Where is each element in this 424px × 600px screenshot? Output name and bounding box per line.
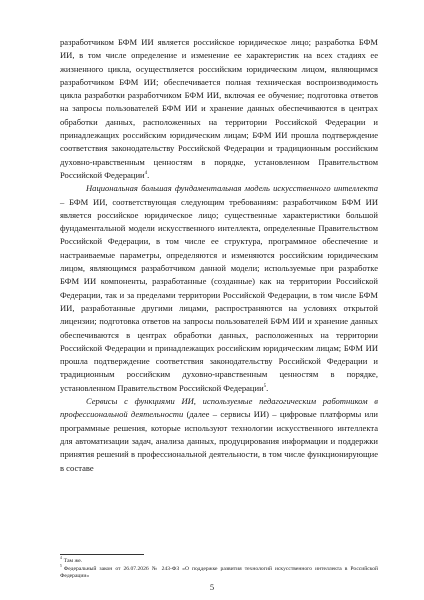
footnote-5 — [60, 563, 378, 581]
footnote-ref-5[interactable]: 5 — [263, 383, 267, 389]
paragraph-2 — [60, 182, 378, 395]
paragraph-1 — [60, 36, 378, 182]
page-number: 5 — [209, 582, 215, 592]
footnotes — [60, 558, 378, 581]
term-ai-services: Сервисы с функциями ИИ, используемые педагогическим работником в профессиональной деятельности — [60, 396, 378, 420]
paragraph-2-text: – БФМ ИИ, соответствующая следующим требованиям: разработчиком БФМ ИИ является российское юридическое лицо; существенные характеристики большой фундаментальной модели искусственного интеллекта, определенные Правительством Российской Федерации, в том числе ее структура, программное обеспечение и настраиваемые параметры, определяются и изменяются российским юридическим лицом, являющимся разработчиком данной модели; используемые при разработке БФМ ИИ компоненты, разработанные (созданные) как на территории Российской Федерации, так и за пределами территории Российской Федерации, в том числе БФМ ИИ, разработанные другими лицами, распространяются на условиях открытой лицензии; подготовка ответов на запросы пользователей БФМ ИИ и хранение данных обеспечиваются в центрах обработки данных, расположенных на территории Российской Федерации и принадлежащих российским юридическим лицам; БФМ ИИ прошла подтверждение соответствия законодательству Российской Федерации и традиционным российским духовно-нравственным ценностям в порядке, установленном Правительством Российской Федерации — [60, 196, 378, 393]
paragraph-1-text: разработчиком БФМ ИИ является российское юридическое лицо; разработка БФМ ИИ, в том числе определение и изменение ее характеристик на всех стадиях ее жизненного цикла, осуществляется российским юридическим лицом, являющимся разработчиком БФМ ИИ; обеспечивается полная техническая воспроизводимость цикла разработки разработчиком БФМ ИИ, включая ее обучение; подготовка ответов на запросы пользователей БФМ ИИ и хранение данных обеспечиваются в центрах обработки данных, расположенных на территории Российской Федерации и принадлежащих российским юридическим лицам; БФМ ИИ прошла подтверждение соответствия законодательству Российской Федерации и традиционным российским духовно-нравственным ценностям в порядке, установленном Правительством Российской Федерации — [60, 37, 378, 180]
term-national-model: Национальная большая фундаментальная модель искусственного интеллекта — [86, 183, 378, 194]
paragraph-3-text: (далее – сервисы ИИ) – цифровые платформы или программные решения, которые используют технологии искусственного интеллекта для автоматизации задач, анализа данных, продуцирования информации и поддержки принятия решений в профессиональной деятельности, в том числе функционирующие в составе — [60, 409, 378, 473]
footnote-4-text: Там же. — [63, 558, 83, 564]
footnote-4-number: 4 — [60, 556, 62, 561]
footnote-4 — [60, 558, 378, 566]
footnote-5-number: 5 — [60, 563, 62, 568]
paragraph-2-tail: . — [266, 382, 269, 393]
footnote-separator — [60, 554, 144, 555]
paragraph-3 — [60, 395, 378, 475]
footnote-5-text: Федеральный закон от 26.07.2026 № 243-ФЗ «О поддержке развития технологий искусственного интеллекта в Российской Федерации» — [60, 565, 378, 580]
paragraph-1-tail: . — [147, 169, 150, 180]
footnote-ref-4[interactable]: 4 — [144, 171, 148, 177]
